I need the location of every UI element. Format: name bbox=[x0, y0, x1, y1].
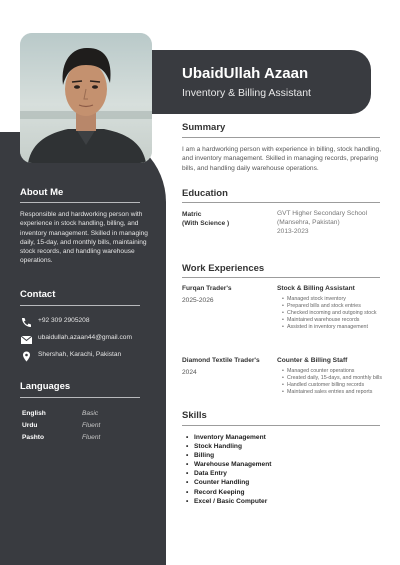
contact-email[interactable]: ubaidullah.azaan44@gmail.com bbox=[38, 334, 132, 341]
job-duty: • Created daily, 15-days, and monthly bills bbox=[282, 375, 386, 382]
contact-address-row bbox=[20, 351, 150, 362]
contact-email-row bbox=[20, 334, 150, 345]
person-name: UbaidUllah Azaan bbox=[182, 65, 309, 82]
language-name: Pashto bbox=[22, 434, 44, 441]
job-company: Diamond Textile Trader's bbox=[182, 357, 260, 364]
experience-title: Work Experiences bbox=[182, 263, 265, 274]
skill-item: • Stock Handling bbox=[186, 442, 271, 451]
languages-title: Languages bbox=[20, 381, 71, 392]
language-level: Basic bbox=[82, 410, 99, 417]
education-divider bbox=[182, 202, 380, 203]
job-duty: • Handled customer billing records bbox=[282, 382, 386, 389]
education-school bbox=[277, 209, 387, 236]
job-duty: • Assisted in inventory management bbox=[282, 324, 386, 331]
job-company: Furqan Trader's bbox=[182, 285, 232, 292]
skill-item: • Record Keeping bbox=[186, 488, 271, 497]
skill-item: • Billing bbox=[186, 451, 271, 460]
contact-title: Contact bbox=[20, 289, 56, 300]
job-dates: 2025-2026 bbox=[182, 297, 214, 304]
job-duty: • Maintained sales entries and reports bbox=[282, 389, 386, 396]
language-level: Fluent bbox=[82, 422, 101, 429]
profile-photo bbox=[20, 33, 152, 163]
phone-icon bbox=[20, 317, 33, 328]
language-level: Fluent bbox=[82, 434, 101, 441]
contact-address: Shershah, Karachi, Pakistan bbox=[38, 351, 122, 358]
skill-item: • Data Entry bbox=[186, 469, 271, 478]
contact-phone-row bbox=[20, 317, 150, 328]
about-text: Responsible and hardworking person with experience in stock handling, billing, and inventory management. Skilled in managing daily, 15-day, and monthly bills, maintaining stock records, and handling warehouse operations. bbox=[20, 211, 148, 265]
skills-title: Skills bbox=[182, 410, 207, 421]
job-title: Stock & Billing Assistant bbox=[277, 285, 355, 292]
education-school-name: GVT Higher Secondary School bbox=[277, 210, 368, 217]
profile-photo-illustration bbox=[20, 33, 152, 163]
job-title: Counter & Billing Staff bbox=[277, 357, 348, 364]
skill-item: • Inventory Management bbox=[186, 433, 271, 442]
job-duties bbox=[282, 368, 386, 396]
education-years: 2013-2023 bbox=[277, 228, 309, 235]
job-duty: • Managed stock inventory bbox=[282, 296, 386, 303]
job-duties bbox=[282, 296, 386, 331]
language-name: English bbox=[22, 410, 46, 417]
skill-item: • Excel / Basic Computer bbox=[186, 497, 271, 506]
experience-divider bbox=[182, 277, 380, 278]
skill-item: • Counter Handling bbox=[186, 478, 271, 487]
contact-divider bbox=[20, 305, 140, 306]
skills-list bbox=[186, 433, 271, 506]
about-divider bbox=[20, 202, 140, 203]
education-school-location: (Mansehra, Pakistan) bbox=[277, 219, 340, 226]
summary-title: Summary bbox=[182, 122, 226, 133]
education-degree bbox=[182, 210, 229, 228]
summary-divider bbox=[182, 137, 380, 138]
skill-item: • Warehouse Management bbox=[186, 460, 271, 469]
header-banner bbox=[150, 50, 371, 114]
job-duty: • Maintained warehouse records bbox=[282, 317, 386, 324]
job-duty: • Checked incoming and outgoing stock bbox=[282, 310, 386, 317]
languages-divider bbox=[20, 397, 140, 398]
contact-phone[interactable]: +92 309 2905208 bbox=[38, 317, 90, 324]
language-name: Urdu bbox=[22, 422, 38, 429]
education-degree-detail: (With Science ) bbox=[182, 220, 230, 227]
job-dates: 2024 bbox=[182, 369, 197, 376]
education-degree-name: Matric bbox=[182, 211, 202, 218]
job-duty: • Managed counter operations bbox=[282, 368, 386, 375]
job-duty: • Prepared bills and stock entries bbox=[282, 303, 386, 310]
person-role: Inventory & Billing Assistant bbox=[182, 87, 311, 99]
summary-text: I am a hardworking person with experience in billing, stock handling, and inventory management. Skilled in managing records, preparing bills, and handling daily warehouse operations. bbox=[182, 146, 382, 172]
mail-icon bbox=[20, 334, 33, 345]
location-pin-icon bbox=[20, 351, 33, 362]
about-title: About Me bbox=[20, 187, 64, 198]
skills-divider bbox=[182, 425, 380, 426]
education-title: Education bbox=[182, 188, 228, 199]
